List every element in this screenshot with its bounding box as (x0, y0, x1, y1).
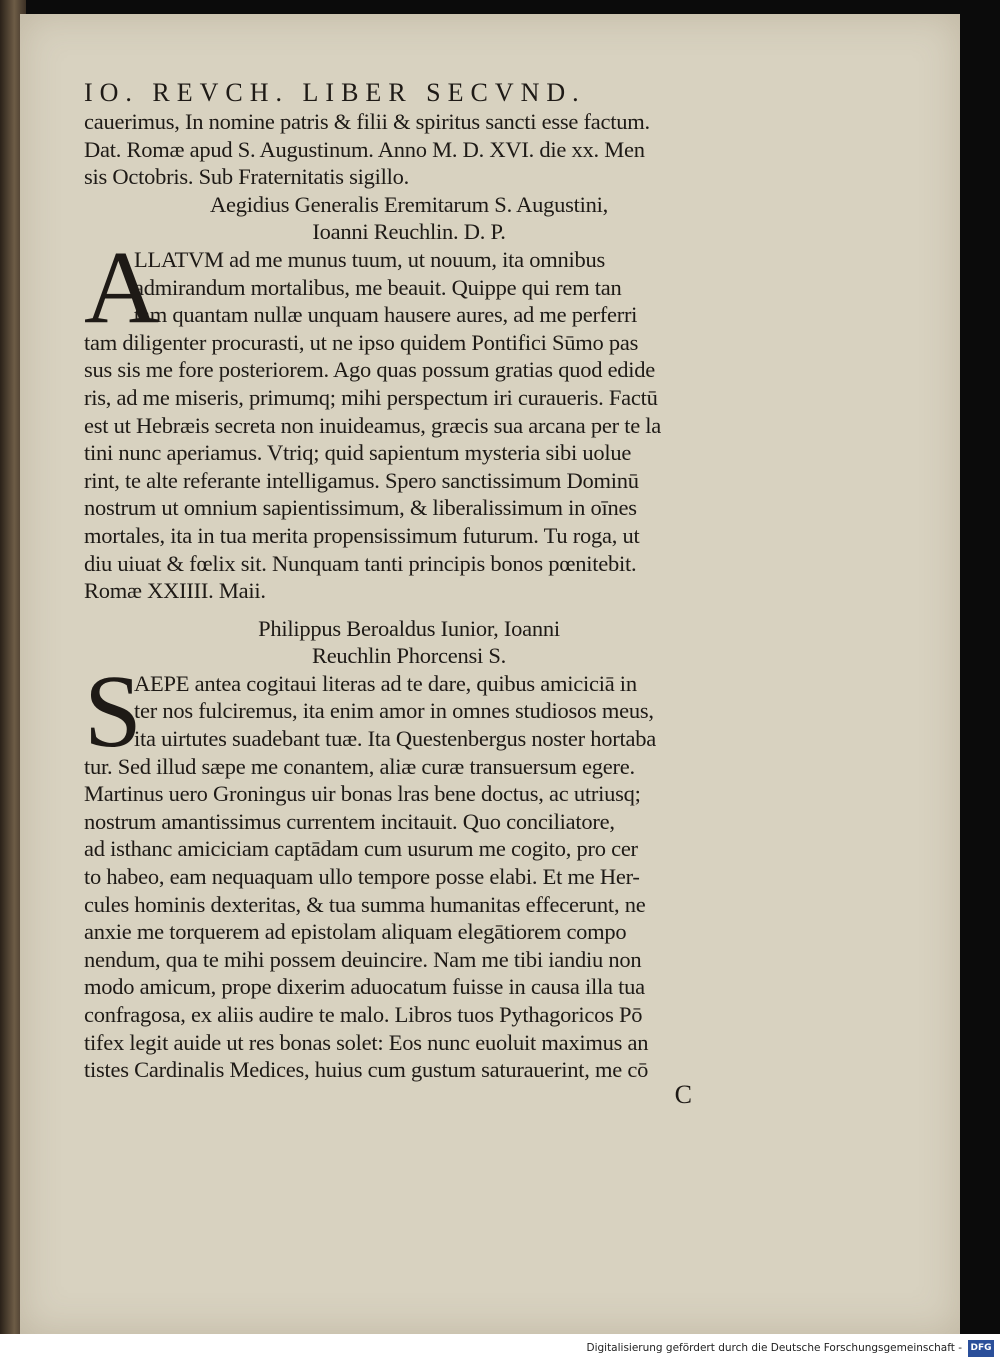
text-line: ad isthanc amiciciam captādam cum usurum me cogito, pro cer (84, 836, 638, 862)
text-line: rint, te alte referante intelligamus. Spero sanctissimum Dominū (84, 467, 639, 493)
text-line: ter nos fulciremus, ita enim amor in omnes studiosos meus, (134, 698, 654, 724)
text-line: diu uiuat & fœlix sit. Nunquam tanti principis bonos pœnitebit. (84, 550, 637, 576)
text-line: cules hominis dexteritas, & tua summa humanitas effecerunt, ne (84, 891, 646, 917)
text-line: Romæ XXIIII. Maii. (84, 578, 266, 604)
text-line: tini nunc aperiamus. Vtriq; quid sapientum mysteria sibi uolue (84, 440, 632, 466)
text-line: AEPE antea cogitaui literas ad te dare, quibus amiciciā in (134, 670, 637, 696)
text-line: sis Octobris. Sub Fraternitatis sigillo. (84, 164, 409, 190)
text-line: Dat. Romæ apud S. Augustinum. Anno M. D. XVI. die xx. Men (84, 136, 645, 162)
letter-heading: Ioanni Reuchlin. D. P. (312, 219, 506, 245)
text-line: tam diligenter procurasti, ut ne ipso quidem Pontifici Sūmo pas (84, 329, 639, 355)
text-line: confragosa, ex aliis audire te malo. Libros tuos Pythagoricos Pō (84, 1002, 643, 1027)
running-header: IO. REVCH. LIBER SECVND. (84, 78, 586, 107)
letter-heading: Aegidius Generalis Eremitarum S. Augustini, (210, 191, 608, 217)
text-line: sus sis me fore posteriorem. Ago quas possum gratias quod edide (84, 357, 656, 383)
letter-heading: Philippus Beroaldus Iunior, Ioanni (258, 615, 560, 641)
footer-bar (0, 1334, 1000, 1365)
drop-cap: S (84, 653, 142, 769)
text-line: modo amicum, prope dixerim aduocatum fuisse in causa illa tua (84, 974, 645, 1000)
text-line: anxie me torquerem ad epistolam aliquam elegātiorem compo (84, 919, 627, 945)
text-line: tam quantam nullæ unquam hausere aures, ad me perferri (134, 302, 638, 328)
signature-mark: C (674, 1079, 692, 1109)
footer-credit: Digitalisierung gefördert durch die Deutsche Forschungsgemeinschaft - (586, 1342, 962, 1354)
page-text (84, 76, 734, 1110)
text-line: nostrum ut omnium sapientissimum, & liberalissimum in oīnes (84, 495, 637, 521)
text-line: tistes Cardinalis Medices, huius cum gustum saturauerint, me cō (84, 1057, 649, 1083)
letter-heading: Reuchlin Phorcensi S. (311, 643, 507, 669)
text-line: to habeo, eam nequaquam ullo tempore posse elabi. Et me Her- (84, 864, 640, 890)
text-line: LLATVM ad me munus tuum, ut nouum, ita omnibus (134, 246, 605, 272)
text-line: tifex legit auide ut res bonas solet: Eos nunc euoluit maximus an (84, 1029, 649, 1055)
book-page (20, 14, 960, 1334)
text-line: est ut Hebræis secreta non inuideamus, græcis sua arcana per te la (84, 412, 662, 438)
text-line: nendum, qua te mihi possem deuincire. Nam me tibi iandiu non (84, 946, 642, 972)
text-line: ita uirtutes suadebant tuæ. Ita Questenbergus noster hortaba (134, 726, 656, 752)
text-line: cauerimus, In nomine patris & filii & spiritus sancti esse factum. (84, 109, 650, 134)
text-line: ris, ad me miseris, primumq; mihi perspectum iri curaueris. Factū (84, 384, 658, 410)
text-line: mortales, ita in tua merita propensissimum futurum. Tu roga, ut (84, 522, 640, 548)
text-line: tur. Sed illud sæpe me conantem, aliæ curæ transuersum egere. (84, 753, 635, 779)
text-line: admirandum mortalibus, me beauit. Quippe qui rem tan (134, 274, 622, 300)
dfg-logo: DFG (968, 1340, 994, 1357)
drop-cap: A (84, 229, 160, 345)
text-line: Martinus uero Groningus uir bonas lras bene doctus, ac utriusq; (84, 781, 641, 807)
text-line: nostrum amantissimus currentem incitauit. Quo conciliatore, (84, 808, 615, 834)
